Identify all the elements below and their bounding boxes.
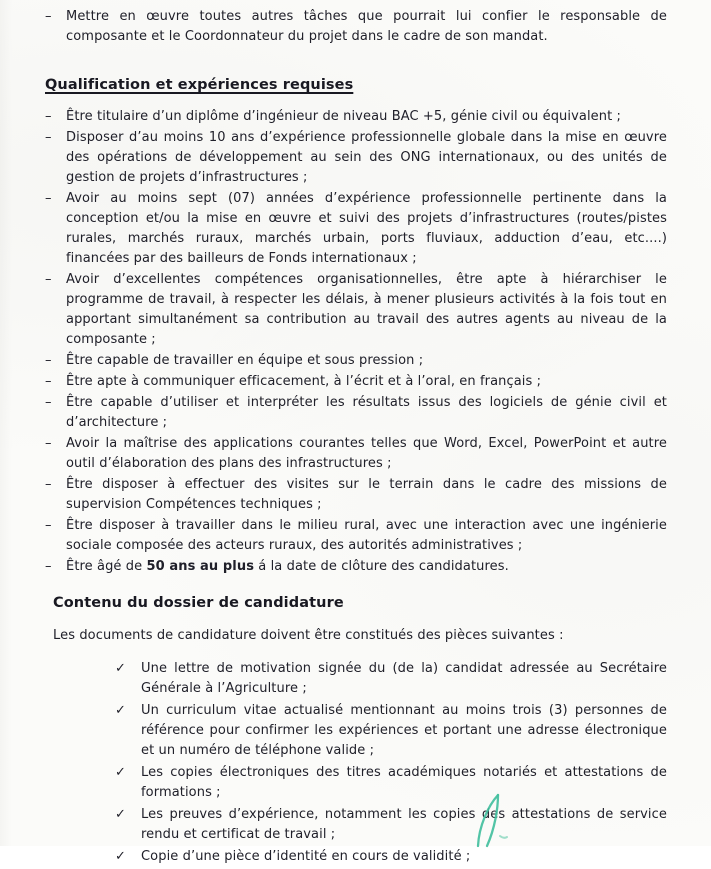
qualification-item-text (66, 557, 667, 577)
dash-bullet: – (45, 395, 52, 410)
check-icon: ✓ (115, 703, 126, 718)
qualification-item (45, 393, 667, 433)
qualification-item-text: Avoir la maîtrise des applications courantes telles que Word, Excel, PowerPoint et autre outil d’élaboration des plans des infrastructures ; (66, 436, 667, 471)
dossier-item-text: Un curriculum vitae actualisé mentionnant au moins trois (3) personnes de référence pour confirmer les expériences et portant une adresse électronique et un numéro de téléphone valide ; (141, 703, 667, 758)
age-item-pre: Être âgé de (66, 559, 147, 574)
qualification-item-text: Être titulaire d’un diplôme d’ingénieur de niveau BAC +5, génie civil ou équivalent ; (66, 109, 622, 124)
dossier-item-text: Les preuves d’expérience, notamment les copies des attestations de service rendu et certificat de travail ; (141, 807, 667, 842)
intro-list-item (45, 7, 667, 47)
dash-bullet: – (45, 272, 52, 287)
qualification-item-text: Être capable d’utiliser et interpréter les résultats issus des logiciels de génie civil et d’architecture ; (66, 395, 667, 430)
dossier-checklist (45, 659, 667, 867)
dash-bullet: – (45, 374, 52, 389)
qualification-item (45, 351, 667, 371)
qualification-item (45, 189, 667, 269)
dash-bullet: – (45, 353, 52, 368)
dash-bullet: – (45, 559, 52, 574)
qualification-item (45, 434, 667, 474)
section-heading-dossier: Contenu du dossier de candidature (53, 595, 344, 611)
dossier-item (115, 763, 667, 803)
dossier-item-text: Copie d’une pièce d’identité en cours de validité ; (141, 849, 471, 864)
qualification-item (45, 107, 667, 127)
qualification-item (45, 372, 667, 392)
dash-bullet: – (45, 436, 52, 451)
green-pen-mark (468, 792, 514, 846)
dash-bullet: – (45, 9, 52, 24)
qualification-item-text: Être disposer à effectuer des visites sur le terrain dans le cadre des missions de supervision Compétences techniques ; (66, 477, 667, 512)
dossier-intro-text: Les documents de candidature doivent être constitués des pièces suivantes : (53, 628, 564, 643)
qualification-item (45, 516, 667, 556)
check-icon: ✓ (115, 807, 126, 822)
check-icon: ✓ (115, 849, 126, 864)
dossier-item-text: Une lettre de motivation signée du (de la) candidat adressée au Secrétaire Générale à l’Agriculture ; (141, 661, 667, 696)
dossier-item (115, 659, 667, 699)
dash-bullet: – (45, 518, 52, 533)
qualification-item-text: Être disposer à travailler dans le milieu rural, avec une interaction avec une ingénierie sociale composée des acteurs ruraux, des autorités administratives ; (66, 518, 667, 553)
dash-bullet: – (45, 130, 52, 145)
qualification-item-text: Disposer d’au moins 10 ans d’expérience professionnelle globale dans la mise en œuvre des opérations de développement au sein des ONG internationaux, ou des unités de gestion de projets d’infrastructures ; (66, 130, 667, 185)
qualification-item-text: Avoir au moins sept (07) années d’expérience professionnelle pertinente dans la conception et/ou la mise en œuvre et suivi des projets d’infrastructures (routes/pistes rurales, marchés ruraux, marchés urbain, ports fluviaux, adduction d’eau, etc....) financées par des bailleurs de Fonds internationaux ; (66, 191, 667, 266)
intro-item-text: Mettre en œuvre toutes autres tâches que pourrait lui confier le responsable de composante et le Coordonnateur du projet dans le cadre de son mandat. (66, 9, 667, 44)
document-body (45, 7, 667, 869)
check-icon: ✓ (115, 765, 126, 780)
qualification-item-text: Avoir d’excellentes compétences organisationnelles, être apte à hiérarchiser le programme de travail, à respecter les délais, à mener plusieurs activités à la fois tout en apportant simultanément sa contribution au travail des autres agents au niveau de la composante ; (66, 272, 667, 347)
qualification-item (45, 128, 667, 188)
dossier-item-text: Les copies électroniques des titres académiques notariés et attestations de formations ; (141, 765, 667, 800)
qualifications-list (45, 107, 667, 577)
dossier-item (115, 847, 667, 867)
dossier-item (115, 701, 667, 761)
dash-bullet: – (45, 477, 52, 492)
check-icon: ✓ (115, 661, 126, 676)
qualification-item-text: Être capable de travailler en équipe et sous pression ; (66, 353, 424, 368)
dossier-item (115, 805, 667, 845)
qualification-item-age (45, 557, 667, 577)
age-item-bold: 50 ans au plus (146, 559, 255, 574)
dash-bullet: – (45, 191, 52, 206)
qualification-item (45, 270, 667, 350)
qualification-item-text: Être apte à communiquer efficacement, à l’écrit et à l’oral, en français ; (66, 374, 542, 389)
dash-bullet: – (45, 109, 52, 124)
section-heading-qualifications: Qualification et expériences requises (45, 77, 354, 93)
age-item-post: á la date de clôture des candidatures. (254, 559, 509, 574)
qualification-item (45, 475, 667, 515)
